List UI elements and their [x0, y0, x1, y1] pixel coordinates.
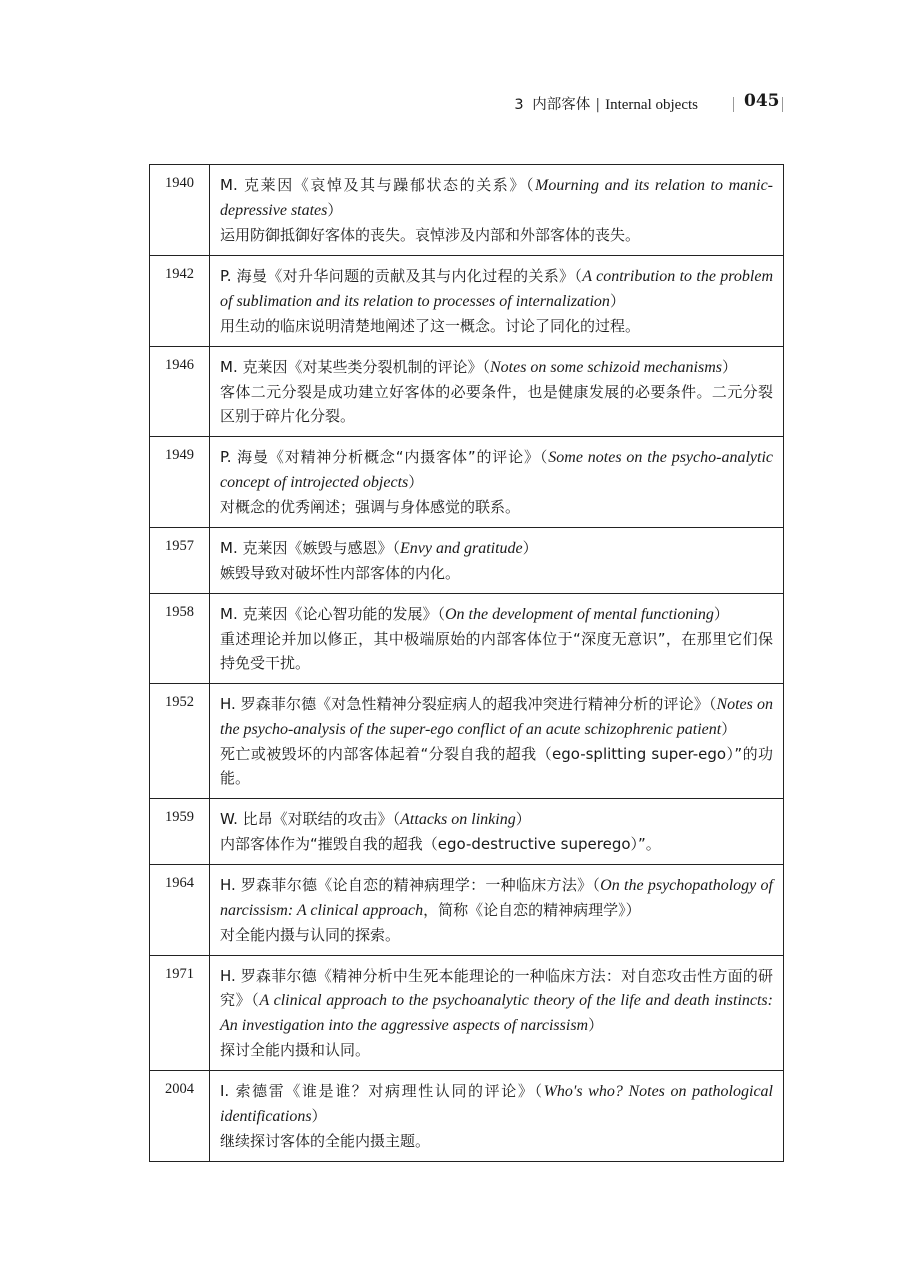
- citation-tail: ）: [713, 605, 729, 623]
- title-en: On the psychopathology of narcissism: A clinical approach: [220, 877, 773, 919]
- entry-cell: [210, 165, 784, 256]
- citation-cn: M. 克莱因《嫉毁与感恩》（: [220, 539, 400, 557]
- entry-cell: [210, 437, 784, 528]
- chronology-table-body: [150, 165, 784, 1162]
- table-row: [150, 684, 784, 799]
- year-cell: 1958: [150, 594, 210, 684]
- citation-cn: H. 罗森菲尔德《论自恋的精神病理学：一种临床方法》（: [220, 876, 601, 894]
- entry-description: 对概念的优秀阐述；强调与身体感觉的联系。: [220, 498, 521, 516]
- table-row: [150, 865, 784, 956]
- citation-cn: M. 克莱因《对某些类分裂机制的评论》（: [220, 358, 490, 376]
- chapter-title-cn: 内部客体: [532, 97, 591, 113]
- entry-description: 内部客体作为“摧毁自我的超我（ego-destructive superego）”。: [220, 835, 661, 853]
- table-row: [150, 1071, 784, 1162]
- table-row: [150, 165, 784, 256]
- year-cell: 1957: [150, 528, 210, 594]
- chronology-table: [149, 164, 784, 1162]
- title-en: Attacks on linking: [400, 811, 516, 828]
- title-en: On the development of mental functioning: [444, 606, 714, 623]
- citation-cn: H. 罗森菲尔德《对急性精神分裂症病人的超我冲突进行精神分析的评论》（: [220, 695, 717, 713]
- table-row: [150, 594, 784, 684]
- entry-description: 对全能内摄与认同的探索。: [220, 926, 401, 944]
- citation-cn: P. 海曼《对升华问题的贡献及其与内化过程的关系》（: [220, 267, 583, 285]
- citation-tail: ）: [721, 358, 737, 376]
- entry-description: 运用防御抵御好客体的丧失。哀悼涉及内部和外部客体的丧失。: [220, 226, 641, 244]
- title-en: Envy and gratitude: [399, 540, 523, 557]
- citation-tail: ）: [327, 201, 343, 219]
- chapter-number: 3: [514, 97, 524, 113]
- title-en: Notes on the psycho-analysis of the super-ego conflict of an acute schizophrenic patient: [220, 696, 773, 738]
- citation-cn: I. 索德雷《谁是谁？对病理性认同的评论》（: [220, 1082, 544, 1100]
- citation-cn: P. 海曼《对精神分析概念“内摄客体”的评论》（: [220, 448, 549, 466]
- entry-cell: [210, 799, 784, 865]
- table-row: [150, 437, 784, 528]
- running-head: [0, 92, 900, 116]
- year-cell: 1949: [150, 437, 210, 528]
- citation-cn: M. 克莱因《论心智功能的发展》（: [220, 605, 445, 623]
- entry-description: 重述理论并加以修正，其中极端原始的内部客体位于“深度无意识”，在那里它们保持免受干扰。: [220, 630, 773, 672]
- entry-cell: [210, 528, 784, 594]
- citation-tail: ，简称《论自恋的精神病理学》）: [423, 901, 641, 919]
- table-row: [150, 956, 784, 1071]
- citation-tail: ）: [522, 539, 538, 557]
- title-en: Notes on some schizoid mechanisms: [489, 359, 722, 376]
- entry-cell: [210, 865, 784, 956]
- page-number-bar-left: [733, 97, 734, 112]
- year-cell: 1946: [150, 347, 210, 437]
- year-cell: 1959: [150, 799, 210, 865]
- citation-tail: ）: [588, 1016, 604, 1034]
- year-cell: 1940: [150, 165, 210, 256]
- title-en: Who's who? Notes on pathological identifications: [220, 1083, 773, 1125]
- year-cell: 1971: [150, 956, 210, 1071]
- citation-cn: W. 比昂《对联结的攻击》（: [220, 810, 401, 828]
- table-row: [150, 256, 784, 347]
- chapter-title-en: Internal objects: [605, 97, 698, 113]
- year-cell: 1942: [150, 256, 210, 347]
- title-en: Some notes on the psycho-analytic concept of introjected objects: [220, 449, 773, 491]
- entry-description: 嫉毁导致对破坏性内部客体的内化。: [220, 564, 461, 582]
- title-en: A contribution to the problem of sublimation and its relation to processes of internalization: [220, 268, 774, 310]
- citation-tail: ）: [515, 810, 531, 828]
- year-cell: 1964: [150, 865, 210, 956]
- entry-description: 死亡或被毁坏的内部客体起着“分裂自我的超我（ego-splitting super-ego）”的功能。: [220, 745, 773, 787]
- entry-cell: [210, 956, 784, 1071]
- entry-description: 继续探讨客体的全能内摄主题。: [220, 1132, 431, 1150]
- citation-tail: ）: [311, 1107, 327, 1125]
- year-cell: 1952: [150, 684, 210, 799]
- citation-cn: M. 克莱因《哀悼及其与躁郁状态的关系》（: [220, 176, 536, 194]
- year-cell: 2004: [150, 1071, 210, 1162]
- table-row: [150, 528, 784, 594]
- citation-tail: ）: [721, 720, 737, 738]
- entry-cell: [210, 347, 784, 437]
- entry-description: 用生动的临床说明清楚地阐述了这一概念。讨论了同化的过程。: [220, 317, 641, 335]
- page-number: 045: [744, 91, 780, 111]
- table-row: [150, 347, 784, 437]
- table-row: [150, 799, 784, 865]
- page-number-bar-right: [782, 97, 783, 112]
- citation-tail: ）: [609, 292, 625, 310]
- title-en: A clinical approach to the psychoanalytic theory of the life and death instincts: An investigation into the aggressive aspects of narcissism: [220, 992, 773, 1034]
- entry-cell: [210, 684, 784, 799]
- header-separator: |: [595, 97, 601, 113]
- entry-cell: [210, 1071, 784, 1162]
- citation-tail: ）: [408, 473, 424, 491]
- citation-cn: H. 罗森菲尔德《精神分析中生死本能理论的一种临床方法：对自恋攻击性方面的研究》（: [220, 967, 773, 1009]
- entry-description: 探讨全能内摄和认同。: [220, 1041, 371, 1059]
- chapter-heading: [514, 93, 698, 114]
- entry-cell: [210, 256, 784, 347]
- entry-description: 客体二元分裂是成功建立好客体的必要条件，也是健康发展的必要条件。二元分裂区别于碎片化分裂。: [220, 383, 773, 425]
- title-en: Mourning and its relation to manic-depressive states: [220, 177, 774, 219]
- entry-cell: [210, 594, 784, 684]
